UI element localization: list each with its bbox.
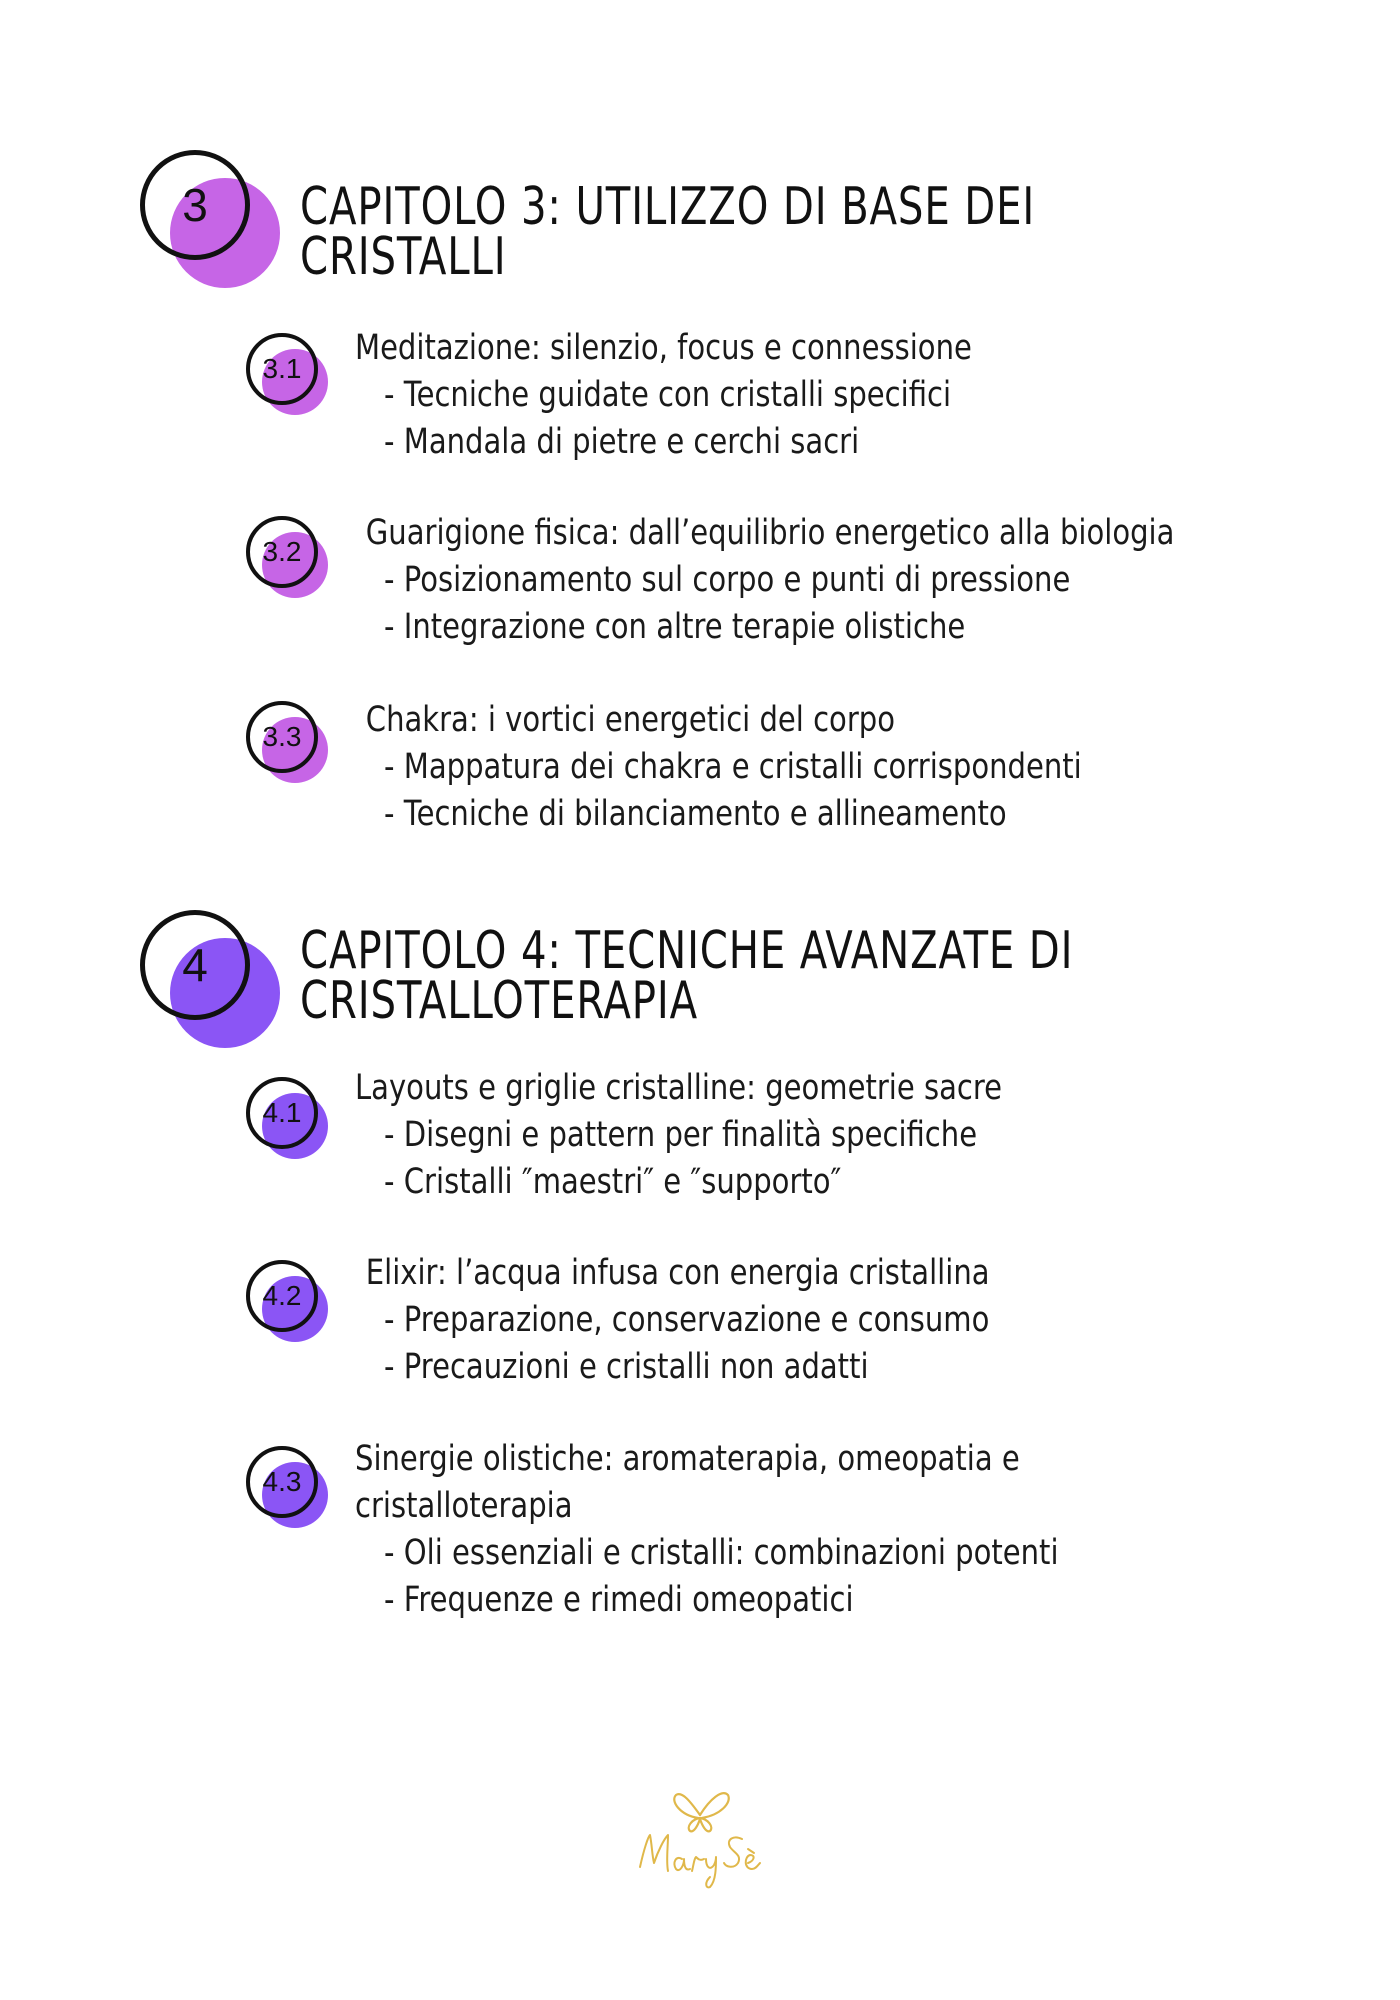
chapter-4-number: 4 xyxy=(182,939,208,991)
section-3-1-badge xyxy=(246,333,336,423)
section-4-3-bullet-1: - Oli essenziali e cristalli: combinazioni potenti xyxy=(384,1533,1059,1573)
section-4-1-heading: Layouts e griglie cristalline: geometrie sacre xyxy=(355,1068,1003,1108)
section-3-3-number: 3.3 xyxy=(262,721,302,752)
section-3-3-heading: Chakra: i vortici energetici del corpo xyxy=(365,700,895,740)
section-3-1-text xyxy=(355,325,1193,466)
chapter-4-title xyxy=(300,921,1177,1031)
section-4-2-bullet-2: - Precauzioni e cristalli non adatti xyxy=(384,1347,869,1387)
section-4-3-text xyxy=(355,1436,1193,1624)
section-4-3-bullet-2: - Frequenze e rimedi omeopatici xyxy=(384,1580,854,1620)
butterfly-icon xyxy=(630,1785,770,1895)
chapter-3-title-line2: CRISTALLI xyxy=(300,227,507,287)
section-4-3-badge xyxy=(246,1446,336,1536)
section-3-2-bullet-2: - Integrazione con altre terapie olistiche xyxy=(384,607,966,647)
section-4-1-number: 4.1 xyxy=(262,1097,302,1128)
section-3-1-bullet-1: - Tecniche guidate con cristalli specifici xyxy=(384,375,952,415)
section-3-2-text xyxy=(355,510,1193,651)
section-4-2-text xyxy=(355,1250,1193,1391)
section-4-1-badge xyxy=(246,1077,336,1167)
section-4-1-text xyxy=(355,1065,1193,1206)
section-3-2-heading: Guarigione fisica: dall’equilibrio energetico alla biologia xyxy=(365,513,1175,553)
chapter-4-title-line2: CRISTALLOTERAPIA xyxy=(300,971,698,1031)
section-3-1-heading: Meditazione: silenzio, focus e connessione xyxy=(355,328,972,368)
section-3-1-number: 3.1 xyxy=(262,353,302,384)
chapter-4-badge xyxy=(140,910,280,1050)
section-4-2-heading: Elixir: l’acqua infusa con energia cristallina xyxy=(365,1253,990,1293)
chapter-4-title-line1: CAPITOLO 4: TECNICHE AVANZATE DI xyxy=(300,921,1074,981)
section-4-2-number: 4.2 xyxy=(262,1280,302,1311)
section-3-3-bullet-1: - Mappatura dei chakra e cristalli corrispondenti xyxy=(384,747,1082,787)
section-4-1-bullet-1: - Disegni e pattern per finalità specifiche xyxy=(384,1115,978,1155)
section-3-3-bullet-2: - Tecniche di bilanciamento e allineamento xyxy=(384,794,1007,834)
marysè-logo xyxy=(630,1785,770,1895)
chapter-3-number: 3 xyxy=(182,179,208,231)
section-3-1-bullet-2: - Mandala di pietre e cerchi sacri xyxy=(384,422,860,462)
section-3-2-bullet-1: - Posizionamento sul corpo e punti di pressione xyxy=(384,560,1071,600)
section-4-2-bullet-1: - Preparazione, conservazione e consumo xyxy=(384,1300,990,1340)
section-4-1-bullet-2: - Cristalli ″maestri″ e ″supporto″ xyxy=(384,1162,842,1202)
section-3-3-text xyxy=(355,697,1193,838)
chapter-3-title xyxy=(300,177,1177,287)
section-3-2-number: 3.2 xyxy=(262,536,302,567)
section-4-2-badge xyxy=(246,1260,336,1350)
chapter-3-badge xyxy=(140,150,280,290)
section-4-3-number: 4.3 xyxy=(262,1466,302,1497)
chapter-3-title-line1: CAPITOLO 3: UTILIZZO DI BASE DEI xyxy=(300,177,1036,237)
section-3-3-badge xyxy=(246,701,336,791)
section-4-3-heading: Sinergie olistiche: aromaterapia, omeopatia e cristalloterapia xyxy=(355,1439,1020,1526)
section-3-2-badge xyxy=(246,516,336,606)
